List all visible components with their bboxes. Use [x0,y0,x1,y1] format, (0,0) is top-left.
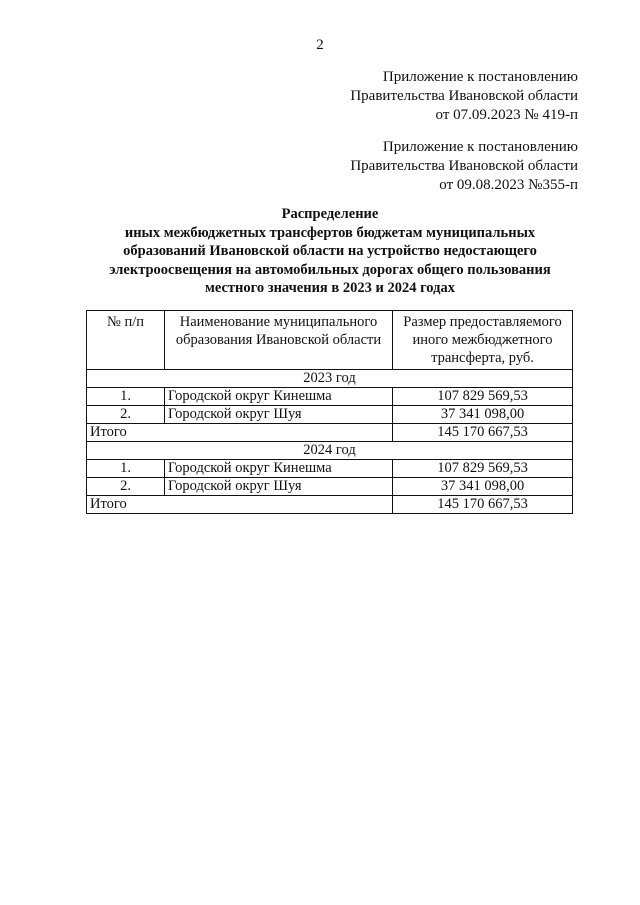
row-name: Городской округ Шуя [165,406,393,424]
title-line-3: образований Ивановской области на устройство недостающего [123,243,537,259]
title-line-1: Распределение [281,206,379,222]
table-row [87,478,573,496]
appendix-current-line-1: Приложение к постановлению [382,69,578,85]
header-amount: Размер предоставляемого иного межбюджетного трансферта, руб. [393,311,573,370]
appendix-previous-line-1: Приложение к постановлению [382,139,578,155]
title-line-4: электроосвещения на автомобильных дорогах общего пользования [109,261,551,278]
table-row [87,406,573,424]
page-number: 2 [316,37,324,53]
row-amount: 107 829 569,53 [393,460,573,478]
year-2023: 2023 год [87,370,573,388]
title-line-2: иных межбюджетных трансфертов бюджетам муниципальных [124,224,536,241]
row-name: Городской округ Шуя [165,478,393,496]
row-num: 2. [87,478,165,496]
total-row [87,424,573,442]
year-row [87,442,573,460]
total-amount: 145 170 667,53 [393,496,573,514]
document-title [60,205,600,298]
row-num: 2. [87,406,165,424]
total-amount: 145 170 667,53 [393,424,573,442]
total-label: Итого [87,496,393,514]
table-header-row [87,311,573,370]
year-2024: 2024 год [87,442,573,460]
table-row [87,388,573,406]
year-row [87,370,573,388]
header-num: № п/п [87,311,165,370]
appendix-previous-header [350,138,578,195]
appendix-current-header [350,68,578,125]
header-name: Наименование муниципального образования Ивановской области [165,311,393,370]
row-name: Городской округ Кинешма [165,388,393,406]
appendix-current-line-3: от 07.09.2023 № 419-п [435,107,578,123]
row-amount: 37 341 098,00 [393,478,573,496]
row-num: 1. [87,460,165,478]
appendix-previous-line-3: от 09.08.2023 №355-п [439,177,578,193]
table-row [87,460,573,478]
total-label: Итого [87,424,393,442]
title-line-5: местного значения в 2023 и 2024 годах [205,280,455,296]
row-num: 1. [87,388,165,406]
total-row [87,496,573,514]
appendix-previous-line-2: Правительства Ивановской области [350,158,578,174]
appendix-current-line-2: Правительства Ивановской области [350,88,578,104]
row-amount: 107 829 569,53 [393,388,573,406]
distribution-table [86,310,573,514]
row-name: Городской округ Кинешма [165,460,393,478]
row-amount: 37 341 098,00 [393,406,573,424]
